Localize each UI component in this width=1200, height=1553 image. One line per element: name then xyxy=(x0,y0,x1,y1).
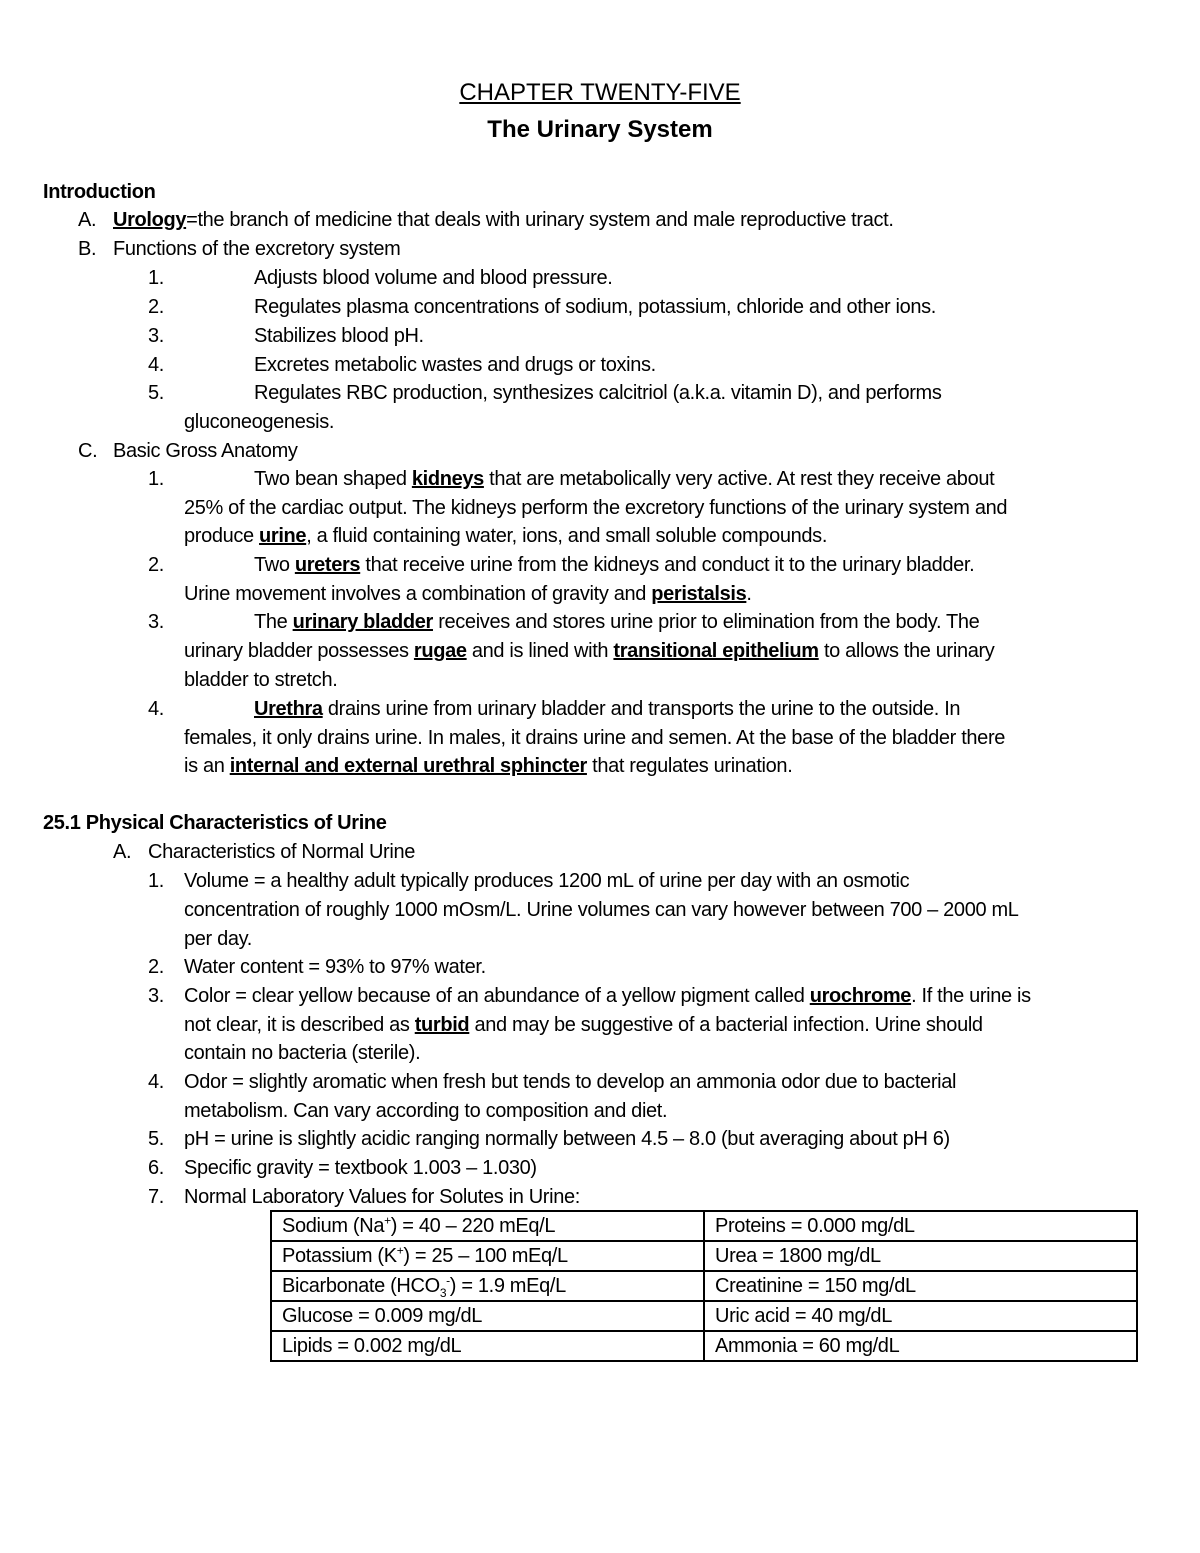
table-row xyxy=(271,1301,1137,1331)
list-number: 7. xyxy=(148,1186,164,1208)
term-kidneys: kidneys xyxy=(411,468,484,490)
outline-letter-b: B. xyxy=(78,238,97,260)
list-item-continuation: gluconeogenesis. xyxy=(184,411,335,433)
list-item: Two bean shaped kidneys that are metabolically very active. At rest they receive about xyxy=(254,468,995,490)
list-item: Regulates RBC production, synthesizes calcitriol (a.k.a. vitamin D), and performs xyxy=(254,382,942,404)
term-urology: Urology xyxy=(113,209,187,231)
list-number: 2. xyxy=(148,956,164,978)
list-number: 1. xyxy=(148,468,164,490)
intro-a-line: Urology=the branch of medicine that deals with urinary system and male reproductive tract. xyxy=(113,209,894,231)
list-number: 2. xyxy=(148,554,164,576)
list-item-continuation: females, it only drains urine. In males, it drains urine and semen. At the base of the bladder there xyxy=(184,727,1006,749)
lab-values-table xyxy=(270,1210,1138,1362)
intro-heading: Introduction xyxy=(43,181,156,203)
list-number: 2. xyxy=(148,296,164,318)
table-cell: Sodium (Na+) = 40 – 220 mEq/L xyxy=(271,1211,704,1241)
term-rugae: rugae xyxy=(413,640,467,662)
list-item: Water content = 93% to 97% water. xyxy=(184,956,486,978)
list-number: 5. xyxy=(148,382,164,404)
outline-letter-a: A. xyxy=(113,841,132,863)
list-number: 4. xyxy=(148,698,164,720)
list-item-continuation: urinary bladder possesses rugae and is lined with transitional epithelium to allows the urinary xyxy=(184,640,995,662)
term-urinary-bladder: urinary bladder xyxy=(292,611,433,633)
list-number: 3. xyxy=(148,611,164,633)
list-item-continuation: is an internal and external urethral sphincter that regulates urination. xyxy=(184,755,793,777)
list-item: The urinary bladder receives and stores urine prior to elimination from the body. The xyxy=(254,611,980,633)
list-item-continuation: produce urine, a fluid containing water, ions, and small soluble compounds. xyxy=(184,525,828,547)
list-number: 4. xyxy=(148,354,164,376)
list-item-continuation: metabolism. Can vary according to composition and diet. xyxy=(184,1100,668,1122)
term-transitional-epithelium: transitional epithelium xyxy=(613,640,819,662)
list-number: 4. xyxy=(148,1071,164,1093)
table-row xyxy=(271,1271,1137,1301)
list-number: 3. xyxy=(148,325,164,347)
list-item-continuation: contain no bacteria (sterile). xyxy=(184,1042,421,1064)
list-item: pH = urine is slightly acidic ranging normally between 4.5 – 8.0 (but averaging about pH 6) xyxy=(184,1128,950,1150)
intro-c-line: Basic Gross Anatomy xyxy=(113,440,298,462)
list-number: 1. xyxy=(148,870,164,892)
table-cell: Urea = 1800 mg/dL xyxy=(704,1241,1137,1271)
list-item: Excretes metabolic wastes and drugs or toxins. xyxy=(254,354,656,376)
list-number: 6. xyxy=(148,1157,164,1179)
chapter-heading: CHAPTER TWENTY-FIVE xyxy=(459,79,741,106)
table-cell: Ammonia = 60 mg/dL xyxy=(704,1331,1137,1361)
table-cell: Uric acid = 40 mg/dL xyxy=(704,1301,1137,1331)
table-row xyxy=(271,1241,1137,1271)
term-urethra: Urethra xyxy=(254,698,323,720)
list-item: Stabilizes blood pH. xyxy=(254,325,424,347)
table-cell: Glucose = 0.009 mg/dL xyxy=(271,1301,704,1331)
table-cell: Potassium (K+) = 25 – 100 mEq/L xyxy=(271,1241,704,1271)
list-item-continuation: concentration of roughly 1000 mOsm/L. Urine volumes can vary however between 700 – 2000 mL xyxy=(184,899,1019,921)
list-number: 3. xyxy=(148,985,164,1007)
list-item: Regulates plasma concentrations of sodium, potassium, chloride and other ions. xyxy=(254,296,936,318)
list-item: Two ureters that receive urine from the kidneys and conduct it to the urinary bladder. xyxy=(254,554,975,576)
term-urethral-sphincter: internal and external urethral sphincter xyxy=(229,755,587,777)
table-cell: Bicarbonate $(HCO_3^-) = 1.9$ mEq/L xyxy=(271,1271,704,1301)
term-urine: urine xyxy=(259,525,307,547)
list-item: Color = clear yellow because of an abundance of a yellow pigment called urochrome. If the urine is xyxy=(184,985,1031,1007)
list-item-continuation: per day. xyxy=(184,928,252,950)
chapter-title: The Urinary System xyxy=(487,116,713,143)
outline-letter-c: C. xyxy=(78,440,98,462)
list-item-continuation: bladder to stretch. xyxy=(184,669,338,691)
list-item: Odor = slightly aromatic when fresh but tends to develop an ammonia odor due to bacterial xyxy=(184,1071,957,1093)
term-ureters: ureters xyxy=(294,554,361,576)
table-cell: Proteins = 0.000 mg/dL xyxy=(704,1211,1137,1241)
intro-b-line: Functions of the excretory system xyxy=(113,238,401,260)
list-item: Normal Laboratory Values for Solutes in Urine: xyxy=(184,1186,580,1208)
list-number: 5. xyxy=(148,1128,164,1150)
list-item-continuation: not clear, it is described as turbid and may be suggestive of a bacterial infection. Urine should xyxy=(184,1014,983,1036)
list-number: 1. xyxy=(148,267,164,289)
table-row xyxy=(271,1211,1137,1241)
section-heading: 25.1 Physical Characteristics of Urine xyxy=(43,812,387,834)
table-cell: Lipids = 0.002 mg/dL xyxy=(271,1331,704,1361)
section-a-line: Characteristics of Normal Urine xyxy=(148,841,416,863)
list-item-continuation: 25% of the cardiac output. The kidneys perform the excretory functions of the urinary system and xyxy=(184,497,1008,519)
table-row xyxy=(271,1331,1137,1361)
table-cell: Creatinine = 150 mg/dL xyxy=(704,1271,1137,1301)
term-turbid: turbid xyxy=(414,1014,470,1036)
list-item-continuation: Urine movement involves a combination of gravity and peristalsis. xyxy=(184,583,752,605)
outline-letter-a: A. xyxy=(78,209,97,231)
term-urochrome: urochrome xyxy=(809,985,912,1007)
list-item: Urethra drains urine from urinary bladder and transports the urine to the outside. In xyxy=(254,698,961,720)
term-peristalsis: peristalsis xyxy=(651,583,747,605)
list-item: Specific gravity = textbook 1.003 – 1.030) xyxy=(184,1157,537,1179)
list-item: Adjusts blood volume and blood pressure. xyxy=(254,267,613,289)
list-item: Volume = a healthy adult typically produces 1200 mL of urine per day with an osmotic xyxy=(184,870,910,892)
